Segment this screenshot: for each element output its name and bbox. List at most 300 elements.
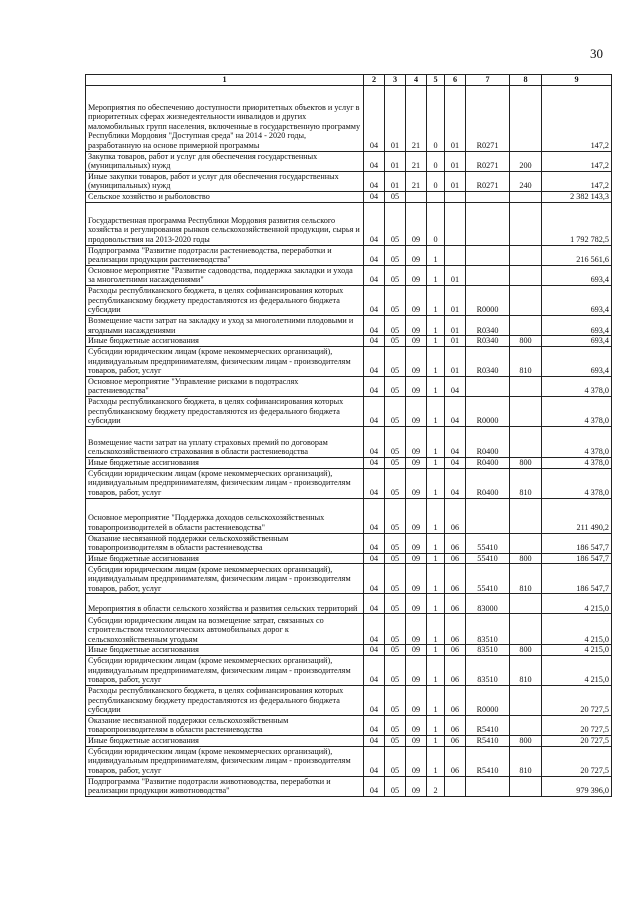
budget-table bbox=[85, 74, 612, 797]
glava-cell: 04 bbox=[364, 202, 385, 245]
amount-cell: 186 547,7 bbox=[542, 553, 612, 564]
measure-cell: 01 bbox=[445, 336, 466, 347]
table-row bbox=[86, 245, 612, 265]
glava-cell: 04 bbox=[364, 655, 385, 685]
amount-cell: 186 547,7 bbox=[542, 533, 612, 553]
direction-cell: R0271 bbox=[466, 85, 510, 151]
expense-type-cell: 810 bbox=[510, 346, 542, 376]
measure-cell: 06 bbox=[445, 533, 466, 553]
glava-cell: 04 bbox=[364, 594, 385, 614]
direction-cell: R0340 bbox=[466, 315, 510, 335]
amount-cell: 4 215,0 bbox=[542, 655, 612, 685]
subprogram-cell: 1 bbox=[427, 594, 445, 614]
razdel-cell: 05 bbox=[385, 715, 406, 735]
subprogram-cell: 2 bbox=[427, 776, 445, 796]
glava-cell: 04 bbox=[364, 396, 385, 426]
program-cell: 21 bbox=[406, 171, 427, 191]
table-row bbox=[86, 614, 612, 645]
direction-cell: 55410 bbox=[466, 564, 510, 594]
razdel-cell: 05 bbox=[385, 265, 406, 285]
amount-cell: 979 396,0 bbox=[542, 776, 612, 796]
amount-cell: 693,4 bbox=[542, 285, 612, 315]
direction-cell: R0000 bbox=[466, 396, 510, 426]
amount-cell: 20 727,5 bbox=[542, 685, 612, 715]
col-header: 7 bbox=[466, 75, 510, 86]
measure-cell: 01 bbox=[445, 171, 466, 191]
row-name-cell: Подпрограмма "Развитие подотрасли животноводства, переработки и реализации продукции животноводства" bbox=[86, 776, 364, 796]
expense-type-cell: 810 bbox=[510, 746, 542, 776]
col-header: 5 bbox=[427, 75, 445, 86]
direction-cell: 83000 bbox=[466, 594, 510, 614]
program-cell: 09 bbox=[406, 426, 427, 457]
razdel-cell: 05 bbox=[385, 614, 406, 645]
direction-cell: 55410 bbox=[466, 553, 510, 564]
row-name-cell: Иные бюджетные ассигнования bbox=[86, 553, 364, 564]
measure-cell: 04 bbox=[445, 396, 466, 426]
direction-cell: 83510 bbox=[466, 655, 510, 685]
razdel-cell: 05 bbox=[385, 396, 406, 426]
razdel-cell: 05 bbox=[385, 468, 406, 498]
razdel-cell: 05 bbox=[385, 655, 406, 685]
row-name-cell: Субсидии юридическим лицам на возмещение затрат, связанных со строительством технологических автомобильных дорог к сельскохозяйственным угодьям bbox=[86, 614, 364, 645]
table-row bbox=[86, 171, 612, 191]
expense-type-cell bbox=[510, 315, 542, 335]
subprogram-cell: 1 bbox=[427, 533, 445, 553]
measure-cell: 06 bbox=[445, 553, 466, 564]
row-name-cell: Государственная программа Республики Мордовия развития сельского хозяйства и регулирования рынков сельскохозяйственной продукции, сырья и продовольствия на 2013-2020 годы bbox=[86, 202, 364, 245]
razdel-cell: 01 bbox=[385, 151, 406, 171]
direction-cell bbox=[466, 498, 510, 533]
expense-type-cell bbox=[510, 265, 542, 285]
program-cell: 09 bbox=[406, 468, 427, 498]
program-cell: 09 bbox=[406, 396, 427, 426]
program-cell: 09 bbox=[406, 655, 427, 685]
program-cell: 09 bbox=[406, 265, 427, 285]
expense-type-cell bbox=[510, 498, 542, 533]
table-row bbox=[86, 564, 612, 594]
measure-cell: 06 bbox=[445, 498, 466, 533]
glava-cell: 04 bbox=[364, 245, 385, 265]
amount-cell: 4 378,0 bbox=[542, 426, 612, 457]
expense-type-cell: 800 bbox=[510, 736, 542, 747]
page-number: 30 bbox=[590, 46, 603, 61]
glava-cell: 04 bbox=[364, 645, 385, 656]
glava-cell: 04 bbox=[364, 468, 385, 498]
program-cell: 09 bbox=[406, 336, 427, 347]
amount-cell: 2 382 143,3 bbox=[542, 191, 612, 202]
program-cell: 21 bbox=[406, 151, 427, 171]
amount-cell: 147,2 bbox=[542, 85, 612, 151]
glava-cell: 04 bbox=[364, 191, 385, 202]
row-name-cell: Закупка товаров, работ и услуг для обеспечения государственных (муниципальных) нужд bbox=[86, 151, 364, 171]
glava-cell: 04 bbox=[364, 85, 385, 151]
program-cell: 09 bbox=[406, 685, 427, 715]
col-header: 2 bbox=[364, 75, 385, 86]
razdel-cell: 05 bbox=[385, 346, 406, 376]
direction-cell: R0271 bbox=[466, 171, 510, 191]
table-row bbox=[86, 457, 612, 468]
expense-type-cell bbox=[510, 245, 542, 265]
expense-type-cell bbox=[510, 376, 542, 396]
expense-type-cell bbox=[510, 396, 542, 426]
table-row bbox=[86, 685, 612, 715]
razdel-cell: 05 bbox=[385, 191, 406, 202]
col-header: 4 bbox=[406, 75, 427, 86]
amount-cell: 147,2 bbox=[542, 151, 612, 171]
measure-cell: 06 bbox=[445, 715, 466, 735]
subprogram-cell: 1 bbox=[427, 336, 445, 347]
razdel-cell: 01 bbox=[385, 171, 406, 191]
table-row bbox=[86, 655, 612, 685]
glava-cell: 04 bbox=[364, 553, 385, 564]
row-name-cell: Расходы республиканского бюджета, в целях софинансирования которых республиканскому бюджету предоставляются из федерального бюджета субсидии bbox=[86, 396, 364, 426]
table-row bbox=[86, 85, 612, 151]
expense-type-cell: 800 bbox=[510, 553, 542, 564]
subprogram-cell: 1 bbox=[427, 315, 445, 335]
row-name-cell: Сельское хозяйство и рыболовство bbox=[86, 191, 364, 202]
program-cell: 09 bbox=[406, 498, 427, 533]
razdel-cell: 05 bbox=[385, 746, 406, 776]
row-name-cell: Возмещение части затрат на закладку и уход за многолетними плодовыми и ягодными насаждениями bbox=[86, 315, 364, 335]
direction-cell: 55410 bbox=[466, 533, 510, 553]
razdel-cell: 05 bbox=[385, 645, 406, 656]
subprogram-cell: 1 bbox=[427, 645, 445, 656]
direction-cell bbox=[466, 776, 510, 796]
col-header: 9 bbox=[542, 75, 612, 86]
expense-type-cell bbox=[510, 594, 542, 614]
razdel-cell: 05 bbox=[385, 498, 406, 533]
row-name-cell: Субсидии юридическим лицам (кроме некоммерческих организаций), индивидуальным предпринимателям, физическим лицам - производителям товаров, работ, услуг bbox=[86, 746, 364, 776]
amount-cell: 211 490,2 bbox=[542, 498, 612, 533]
expense-type-cell bbox=[510, 191, 542, 202]
direction-cell: R0000 bbox=[466, 685, 510, 715]
program-cell: 09 bbox=[406, 715, 427, 735]
program-cell: 09 bbox=[406, 614, 427, 645]
row-name-cell: Субсидии юридическим лицам (кроме некоммерческих организаций), индивидуальным предпринимателям, физическим лицам - производителям товаров, работ, услуг bbox=[86, 564, 364, 594]
amount-cell: 1 792 782,5 bbox=[542, 202, 612, 245]
program-cell: 09 bbox=[406, 457, 427, 468]
expense-type-cell bbox=[510, 685, 542, 715]
table-row bbox=[86, 346, 612, 376]
expense-type-cell: 810 bbox=[510, 564, 542, 594]
table-row bbox=[86, 285, 612, 315]
glava-cell: 04 bbox=[364, 564, 385, 594]
table-row bbox=[86, 336, 612, 347]
expense-type-cell bbox=[510, 715, 542, 735]
razdel-cell: 05 bbox=[385, 376, 406, 396]
expense-type-cell: 810 bbox=[510, 655, 542, 685]
table-row bbox=[86, 468, 612, 498]
direction-cell: 83510 bbox=[466, 645, 510, 656]
header-row bbox=[86, 75, 612, 86]
row-name-cell: Основное мероприятие "Развитие садоводства, поддержка закладки и ухода за многолетними насаждениями" bbox=[86, 265, 364, 285]
amount-cell: 693,4 bbox=[542, 346, 612, 376]
glava-cell: 04 bbox=[364, 151, 385, 171]
expense-type-cell: 800 bbox=[510, 645, 542, 656]
direction-cell bbox=[466, 202, 510, 245]
table-row bbox=[86, 715, 612, 735]
subprogram-cell: 1 bbox=[427, 746, 445, 776]
measure-cell: 04 bbox=[445, 457, 466, 468]
glava-cell: 04 bbox=[364, 736, 385, 747]
direction-cell: R0271 bbox=[466, 151, 510, 171]
subprogram-cell: 1 bbox=[427, 396, 445, 426]
expense-type-cell bbox=[510, 533, 542, 553]
amount-cell: 4 215,0 bbox=[542, 614, 612, 645]
expense-type-cell: 200 bbox=[510, 151, 542, 171]
program-cell: 09 bbox=[406, 564, 427, 594]
measure-cell: 01 bbox=[445, 346, 466, 376]
amount-cell: 4 378,0 bbox=[542, 457, 612, 468]
amount-cell: 20 727,5 bbox=[542, 715, 612, 735]
direction-cell: R0400 bbox=[466, 426, 510, 457]
expense-type-cell bbox=[510, 426, 542, 457]
table-row bbox=[86, 553, 612, 564]
subprogram-cell: 1 bbox=[427, 265, 445, 285]
program-cell: 09 bbox=[406, 315, 427, 335]
direction-cell: R0340 bbox=[466, 346, 510, 376]
direction-cell: 83510 bbox=[466, 614, 510, 645]
glava-cell: 04 bbox=[364, 346, 385, 376]
expense-type-cell bbox=[510, 614, 542, 645]
row-name-cell: Мероприятия по обеспечению доступности приоритетных объектов и услуг в приоритетных сферах жизнедеятельности инвалидов и других маломобильных групп населения, включенные в государственную программу Республики Мордовия "Доступная среда" на 2014 - 2020 годы, разработанную на основе примерной программы bbox=[86, 85, 364, 151]
razdel-cell: 05 bbox=[385, 336, 406, 347]
amount-cell: 216 561,6 bbox=[542, 245, 612, 265]
table-row bbox=[86, 191, 612, 202]
measure-cell bbox=[445, 191, 466, 202]
table-body bbox=[86, 85, 612, 796]
subprogram-cell: 1 bbox=[427, 498, 445, 533]
measure-cell bbox=[445, 202, 466, 245]
subprogram-cell: 0 bbox=[427, 202, 445, 245]
row-name-cell: Основное мероприятие "Управление рисками в подотраслях растениеводства" bbox=[86, 376, 364, 396]
razdel-cell: 05 bbox=[385, 594, 406, 614]
amount-cell: 186 547,7 bbox=[542, 564, 612, 594]
amount-cell: 693,4 bbox=[542, 265, 612, 285]
row-name-cell: Субсидии юридическим лицам (кроме некоммерческих организаций), индивидуальным предпринимателям, физическим лицам - производителям товаров, работ, услуг bbox=[86, 346, 364, 376]
subprogram-cell: 1 bbox=[427, 736, 445, 747]
measure-cell: 06 bbox=[445, 655, 466, 685]
amount-cell: 4 215,0 bbox=[542, 645, 612, 656]
program-cell: 09 bbox=[406, 645, 427, 656]
table-row bbox=[86, 396, 612, 426]
direction-cell: R0000 bbox=[466, 285, 510, 315]
table-row bbox=[86, 202, 612, 245]
table-row bbox=[86, 746, 612, 776]
razdel-cell: 05 bbox=[385, 564, 406, 594]
direction-cell: R5410 bbox=[466, 746, 510, 776]
subprogram-cell: 0 bbox=[427, 151, 445, 171]
row-name-cell: Субсидии юридическим лицам (кроме некоммерческих организаций), индивидуальным предпринимателям, физическим лицам - производителям товаров, работ, услуг bbox=[86, 468, 364, 498]
table-row bbox=[86, 776, 612, 796]
direction-cell bbox=[466, 191, 510, 202]
subprogram-cell: 1 bbox=[427, 715, 445, 735]
row-name-cell: Иные закупки товаров, работ и услуг для обеспечения государственных (муниципальных) нужд bbox=[86, 171, 364, 191]
subprogram-cell: 1 bbox=[427, 376, 445, 396]
expense-type-cell bbox=[510, 85, 542, 151]
measure-cell: 01 bbox=[445, 151, 466, 171]
amount-cell: 20 727,5 bbox=[542, 736, 612, 747]
subprogram-cell: 1 bbox=[427, 426, 445, 457]
measure-cell: 06 bbox=[445, 614, 466, 645]
amount-cell: 693,4 bbox=[542, 336, 612, 347]
row-name-cell: Оказание несвязанной поддержки сельскохозяйственным товаропроизводителям в области растениеводства bbox=[86, 715, 364, 735]
program-cell: 09 bbox=[406, 202, 427, 245]
subprogram-cell: 1 bbox=[427, 685, 445, 715]
subprogram-cell bbox=[427, 191, 445, 202]
program-cell: 09 bbox=[406, 776, 427, 796]
expense-type-cell: 240 bbox=[510, 171, 542, 191]
razdel-cell: 05 bbox=[385, 285, 406, 315]
measure-cell: 06 bbox=[445, 594, 466, 614]
direction-cell: R5410 bbox=[466, 736, 510, 747]
glava-cell: 04 bbox=[364, 171, 385, 191]
direction-cell bbox=[466, 376, 510, 396]
table-row bbox=[86, 736, 612, 747]
expense-type-cell: 800 bbox=[510, 336, 542, 347]
program-cell bbox=[406, 191, 427, 202]
program-cell: 09 bbox=[406, 285, 427, 315]
row-name-cell: Расходы республиканского бюджета, в целях софинансирования которых республиканскому бюджету предоставляются из федерального бюджета субсидии bbox=[86, 685, 364, 715]
measure-cell: 04 bbox=[445, 376, 466, 396]
glava-cell: 04 bbox=[364, 265, 385, 285]
subprogram-cell: 0 bbox=[427, 85, 445, 151]
expense-type-cell bbox=[510, 285, 542, 315]
amount-cell: 4 215,0 bbox=[542, 594, 612, 614]
amount-cell: 4 378,0 bbox=[542, 376, 612, 396]
measure-cell: 06 bbox=[445, 746, 466, 776]
razdel-cell: 05 bbox=[385, 245, 406, 265]
razdel-cell: 01 bbox=[385, 85, 406, 151]
glava-cell: 04 bbox=[364, 285, 385, 315]
table-row bbox=[86, 533, 612, 553]
direction-cell: R0400 bbox=[466, 457, 510, 468]
row-name-cell: Субсидии юридическим лицам (кроме некоммерческих организаций), индивидуальным предпринимателям, физическим лицам - производителям товаров, работ, услуг bbox=[86, 655, 364, 685]
row-name-cell: Иные бюджетные ассигнования bbox=[86, 457, 364, 468]
subprogram-cell: 1 bbox=[427, 553, 445, 564]
row-name-cell: Возмещение части затрат на уплату страховых премий по договорам сельскохозяйственного страхования в области растениеводства bbox=[86, 426, 364, 457]
table-row bbox=[86, 426, 612, 457]
subprogram-cell: 1 bbox=[427, 285, 445, 315]
measure-cell bbox=[445, 245, 466, 265]
subprogram-cell: 1 bbox=[427, 346, 445, 376]
measure-cell: 04 bbox=[445, 468, 466, 498]
table-row bbox=[86, 151, 612, 171]
table-row bbox=[86, 645, 612, 656]
subprogram-cell: 1 bbox=[427, 245, 445, 265]
measure-cell: 01 bbox=[445, 265, 466, 285]
glava-cell: 04 bbox=[364, 746, 385, 776]
glava-cell: 04 bbox=[364, 426, 385, 457]
row-name-cell: Оказание несвязанной поддержки сельскохозяйственным товаропроизводителям в области растениеводства bbox=[86, 533, 364, 553]
direction-cell: R0400 bbox=[466, 468, 510, 498]
measure-cell: 01 bbox=[445, 315, 466, 335]
amount-cell: 147,2 bbox=[542, 171, 612, 191]
measure-cell bbox=[445, 776, 466, 796]
subprogram-cell: 0 bbox=[427, 171, 445, 191]
program-cell: 09 bbox=[406, 736, 427, 747]
glava-cell: 04 bbox=[364, 685, 385, 715]
program-cell: 09 bbox=[406, 553, 427, 564]
glava-cell: 04 bbox=[364, 776, 385, 796]
col-header: 3 bbox=[385, 75, 406, 86]
subprogram-cell: 1 bbox=[427, 655, 445, 685]
measure-cell: 01 bbox=[445, 285, 466, 315]
razdel-cell: 05 bbox=[385, 426, 406, 457]
program-cell: 09 bbox=[406, 594, 427, 614]
razdel-cell: 05 bbox=[385, 776, 406, 796]
row-name-cell: Расходы республиканского бюджета, в целях софинансирования которых республиканскому бюджету предоставляются из федерального бюджета субсидии bbox=[86, 285, 364, 315]
expense-type-cell: 800 bbox=[510, 457, 542, 468]
glava-cell: 04 bbox=[364, 614, 385, 645]
glava-cell: 04 bbox=[364, 457, 385, 468]
razdel-cell: 05 bbox=[385, 457, 406, 468]
col-header: 1 bbox=[86, 75, 364, 86]
table-row bbox=[86, 265, 612, 285]
expense-type-cell: 810 bbox=[510, 468, 542, 498]
table-row bbox=[86, 315, 612, 335]
measure-cell: 04 bbox=[445, 426, 466, 457]
row-name-cell: Основное мероприятие "Поддержка доходов сельскохозяйственных товаропроизводителей в области растениеводства" bbox=[86, 498, 364, 533]
glava-cell: 04 bbox=[364, 533, 385, 553]
measure-cell: 06 bbox=[445, 564, 466, 594]
program-cell: 09 bbox=[406, 346, 427, 376]
subprogram-cell: 1 bbox=[427, 564, 445, 594]
razdel-cell: 05 bbox=[385, 736, 406, 747]
razdel-cell: 05 bbox=[385, 685, 406, 715]
glava-cell: 04 bbox=[364, 376, 385, 396]
program-cell: 09 bbox=[406, 245, 427, 265]
measure-cell: 01 bbox=[445, 85, 466, 151]
expense-type-cell bbox=[510, 776, 542, 796]
measure-cell: 06 bbox=[445, 736, 466, 747]
program-cell: 09 bbox=[406, 746, 427, 776]
amount-cell: 4 378,0 bbox=[542, 468, 612, 498]
direction-cell: R5410 bbox=[466, 715, 510, 735]
row-name-cell: Иные бюджетные ассигнования bbox=[86, 645, 364, 656]
glava-cell: 04 bbox=[364, 336, 385, 347]
row-name-cell: Иные бюджетные ассигнования bbox=[86, 336, 364, 347]
row-name-cell: Мероприятия в области сельского хозяйства и развития сельских территорий bbox=[86, 594, 364, 614]
subprogram-cell: 1 bbox=[427, 614, 445, 645]
measure-cell: 06 bbox=[445, 685, 466, 715]
direction-cell: R0340 bbox=[466, 336, 510, 347]
col-header: 6 bbox=[445, 75, 466, 86]
col-header: 8 bbox=[510, 75, 542, 86]
table-row bbox=[86, 498, 612, 533]
amount-cell: 20 727,5 bbox=[542, 746, 612, 776]
direction-cell bbox=[466, 245, 510, 265]
row-name-cell: Подпрограмма "Развитие подотрасли растениеводства, переработки и реализации продукции растениеводства" bbox=[86, 245, 364, 265]
subprogram-cell: 1 bbox=[427, 468, 445, 498]
amount-cell: 4 378,0 bbox=[542, 396, 612, 426]
subprogram-cell: 1 bbox=[427, 457, 445, 468]
razdel-cell: 05 bbox=[385, 202, 406, 245]
direction-cell bbox=[466, 265, 510, 285]
program-cell: 21 bbox=[406, 85, 427, 151]
expense-type-cell bbox=[510, 202, 542, 245]
row-name-cell: Иные бюджетные ассигнования bbox=[86, 736, 364, 747]
razdel-cell: 05 bbox=[385, 315, 406, 335]
glava-cell: 04 bbox=[364, 315, 385, 335]
table-row bbox=[86, 376, 612, 396]
table-row bbox=[86, 594, 612, 614]
program-cell: 09 bbox=[406, 533, 427, 553]
amount-cell: 693,4 bbox=[542, 315, 612, 335]
measure-cell: 06 bbox=[445, 645, 466, 656]
program-cell: 09 bbox=[406, 376, 427, 396]
glava-cell: 04 bbox=[364, 715, 385, 735]
